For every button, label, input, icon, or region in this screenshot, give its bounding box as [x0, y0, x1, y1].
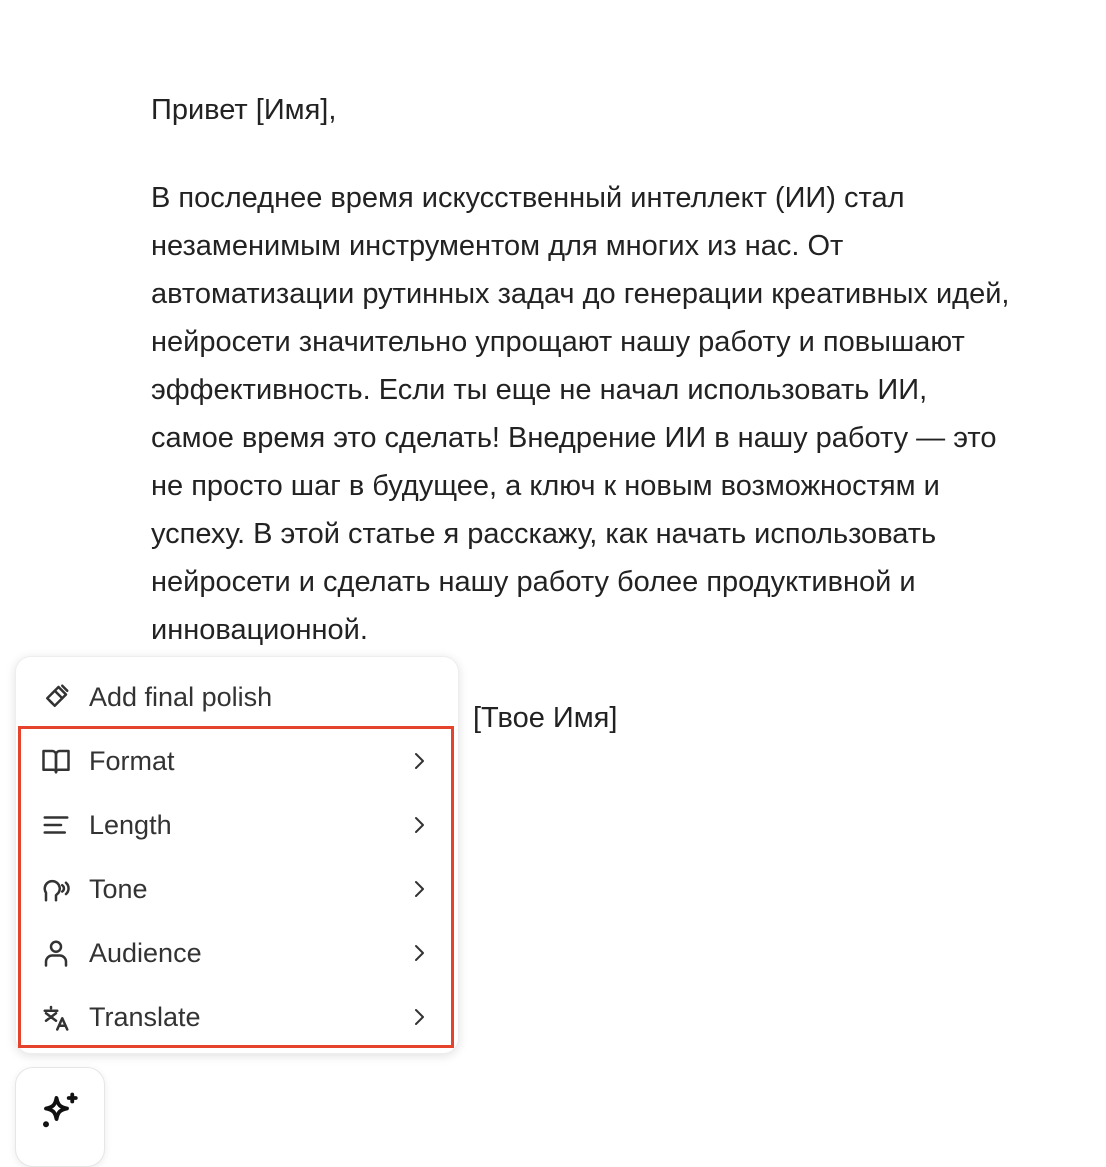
book-icon [39, 744, 73, 778]
greeting: Привет [Имя], [151, 94, 337, 126]
person-icon [39, 936, 73, 970]
translate-icon [39, 1000, 73, 1034]
menu-item-format[interactable] [16, 729, 458, 793]
menu-item-translate[interactable] [16, 985, 458, 1049]
menu-item-label: Translate [89, 1001, 201, 1032]
menu-item-label: Add final polish [89, 681, 273, 712]
ai-actions-menu [15, 656, 459, 1054]
sparkle-icon [39, 1091, 81, 1133]
menu-item-length[interactable] [16, 793, 458, 857]
menu-item-label: Tone [89, 873, 148, 904]
ai-assistant-button[interactable] [15, 1067, 105, 1167]
menu-item-label: Format [89, 745, 175, 776]
menu-item-label: Length [89, 809, 172, 840]
chevron-right-icon [412, 814, 428, 836]
signoff: [Твое Имя] [473, 702, 618, 734]
menu-item-label: Audience [89, 937, 202, 968]
paintbrush-icon [39, 680, 73, 714]
menu-item-add-final-polish[interactable] [16, 665, 458, 729]
speaking-head-icon [39, 872, 73, 906]
lines-icon [39, 808, 73, 842]
menu-item-audience[interactable] [16, 921, 458, 985]
chevron-right-icon [412, 942, 428, 964]
menu-item-tone[interactable] [16, 857, 458, 921]
chevron-right-icon [412, 750, 428, 772]
chevron-right-icon [412, 878, 428, 900]
body-paragraph: В последнее время искусственный интеллект (ИИ) стал незаменимым инструментом для многих из нас. От автоматизации рутинных задач до генерации креативных идей, нейросети значительно упрощают нашу работу и повышают эффективность. Если ты еще не начал использовать ИИ, самое время это сделать! Внедрение ИИ в нашу работу — это не просто шаг в будущее, а ключ к новым возможностям и успеху. В этой статье я расскажу, как начать использовать нейросети и сделать нашу работу более продуктивной и инновационной. [151, 182, 1010, 646]
chevron-right-icon [412, 1006, 428, 1028]
